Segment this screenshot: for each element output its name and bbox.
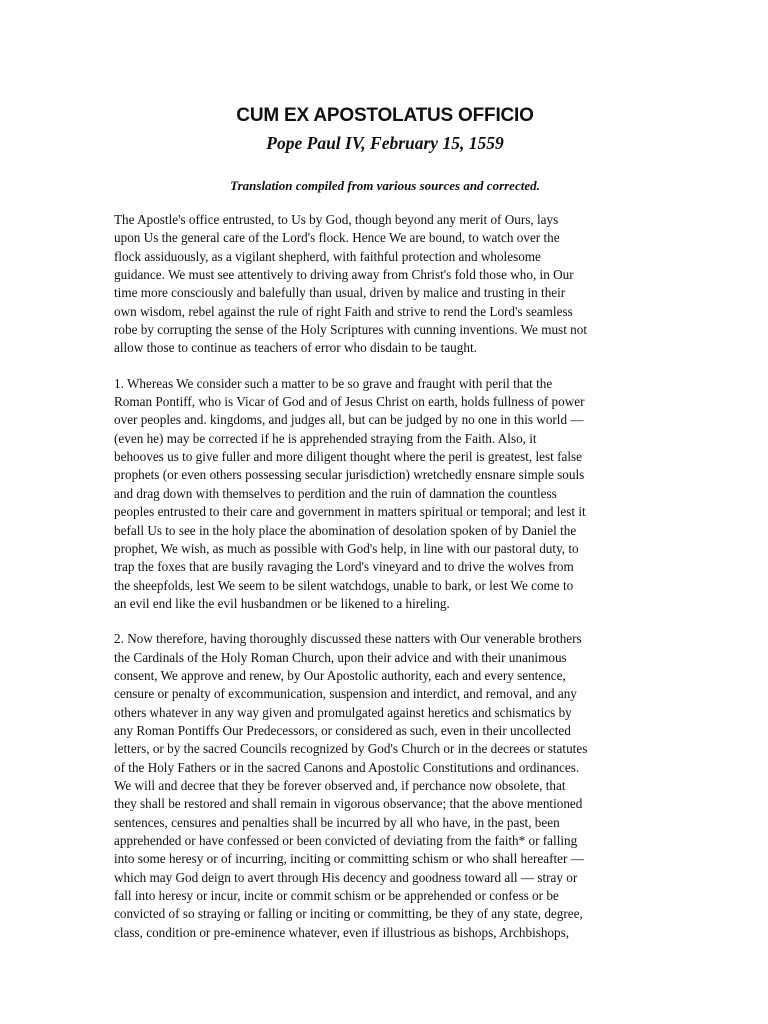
text-line: which may God deign to avert through His decency and goodness toward all — stray or	[114, 869, 578, 885]
text-line: prophets (or even others possessing secular jurisdiction) wretchedly ensnare simple souls	[114, 467, 585, 483]
text-line: the Cardinals of the Holy Roman Church, upon their advice and with their unanimous	[114, 649, 567, 665]
text-line: the sheepfolds, lest We seem to be silent watchdogs, unable to bark, or lest We come to	[114, 577, 574, 593]
paragraph	[114, 375, 656, 613]
document-page	[114, 104, 656, 959]
text-line: guidance. We must see attentively to driving away from Christ's fold those who, in Our	[114, 267, 574, 283]
text-line: 2. Now therefore, having thoroughly discussed these natters with Our venerable brothers	[114, 631, 582, 647]
text-line: any Roman Pontiffs Our Predecessors, or considered as such, even in their uncollected	[114, 722, 571, 738]
translation-note: Translation compiled from various sources and corrected.	[230, 178, 540, 193]
text-line: behooves us to give fuller and more diligent thought where the peril is greatest, lest false	[114, 449, 583, 465]
text-line: allow those to continue as teachers of error who disdain to be taught.	[114, 340, 477, 356]
document-subtitle: Pope Paul IV, February 15, 1559	[266, 133, 504, 153]
text-line: own wisdom, rebel against the rule of right Faith and strive to rend the Lord's seamless	[114, 303, 573, 319]
text-line: class, condition or pre-eminence whatever, even if illustrious as bishops, Archbishops,	[114, 924, 570, 940]
text-line: consent, We approve and renew, by Our Apostolic authority, each and every sentence,	[114, 667, 566, 683]
text-line: (even he) may be corrected if he is apprehended straying from the Faith. Also, it	[114, 430, 537, 446]
text-line: into some heresy or of incurring, inciting or committing schism or who shall hereafter —	[114, 851, 584, 867]
text-line: peoples entrusted to their care and government in matters spiritual or temporal; and lest it	[114, 504, 586, 520]
text-line: robe by corrupting the sense of the Holy Scriptures with cunning inventions. We must not	[114, 322, 588, 338]
text-line: prophet, We wish, as much as possible with God's help, in line with our pastoral duty, to	[114, 540, 579, 556]
text-line: befall Us to see in the holy place the abomination of desolation spoken of by Daniel the	[114, 522, 577, 538]
document-title: CUM EX APOSTOLATUS OFFICIO	[236, 105, 534, 126]
text-line: flock assiduously, as a vigilant shepherd, with faithful protection and wholesome	[114, 248, 541, 264]
text-line: time more consciously and balefully than usual, driven by malice and trusting in their	[114, 285, 566, 301]
text-line: of the Holy Fathers or in the sacred Canons and Apostolic Constitutions and ordinances.	[114, 759, 580, 775]
paragraph	[114, 630, 656, 942]
text-line: Roman Pontiff, who is Vicar of God and of Jesus Christ on earth, holds fullness of power	[114, 394, 585, 410]
paragraph	[114, 211, 656, 358]
text-line: upon Us the general care of the Lord's flock. Hence We are bound, to watch over the	[114, 230, 560, 246]
document-body	[114, 211, 656, 942]
text-line: convicted of so straying or falling or inciting or committing, be they of any state, degree,	[114, 906, 583, 922]
text-line: an evil end like the evil husbandmen or be likened to a hireling.	[114, 595, 450, 611]
text-line: sentences, censures and penalties shall be incurred by all who have, in the past, been	[114, 814, 560, 830]
text-line: The Apostle's office entrusted, to Us by God, though beyond any merit of Ours, lays	[114, 212, 559, 227]
text-line: censure or penalty of excommunication, suspension and interdict, and removal, and any	[114, 686, 577, 702]
text-line: fall into heresy or incur, incite or commit schism or be apprehended or confess or be	[114, 888, 559, 904]
text-line: letters, or by the sacred Councils recognized by God's Church or in the decrees or statutes	[114, 741, 588, 757]
text-line: they shall be restored and shall remain in vigorous observance; that the above mentioned	[114, 796, 583, 812]
text-line: apprehended or have confessed or been convicted of deviating from the faith* or falling	[114, 833, 578, 848]
text-line: over peoples and. kingdoms, and judges all, but can be judged by no one in this world —	[114, 412, 584, 428]
text-line: 1. Whereas We consider such a matter to be so grave and fraught with peril that the	[114, 375, 553, 391]
text-line: We will and decree that they be forever observed and, if perchance now obsolete, that	[114, 777, 566, 793]
text-line: and drag down with themselves to perdition and the ruin of damnation the countless	[114, 485, 557, 501]
text-line: trap the foxes that are busily ravaging the Lord's vineyard and to drive the wolves from	[114, 559, 574, 575]
text-line: others whatever in any way given and promulgated against heretics and schismatics by	[114, 704, 572, 720]
